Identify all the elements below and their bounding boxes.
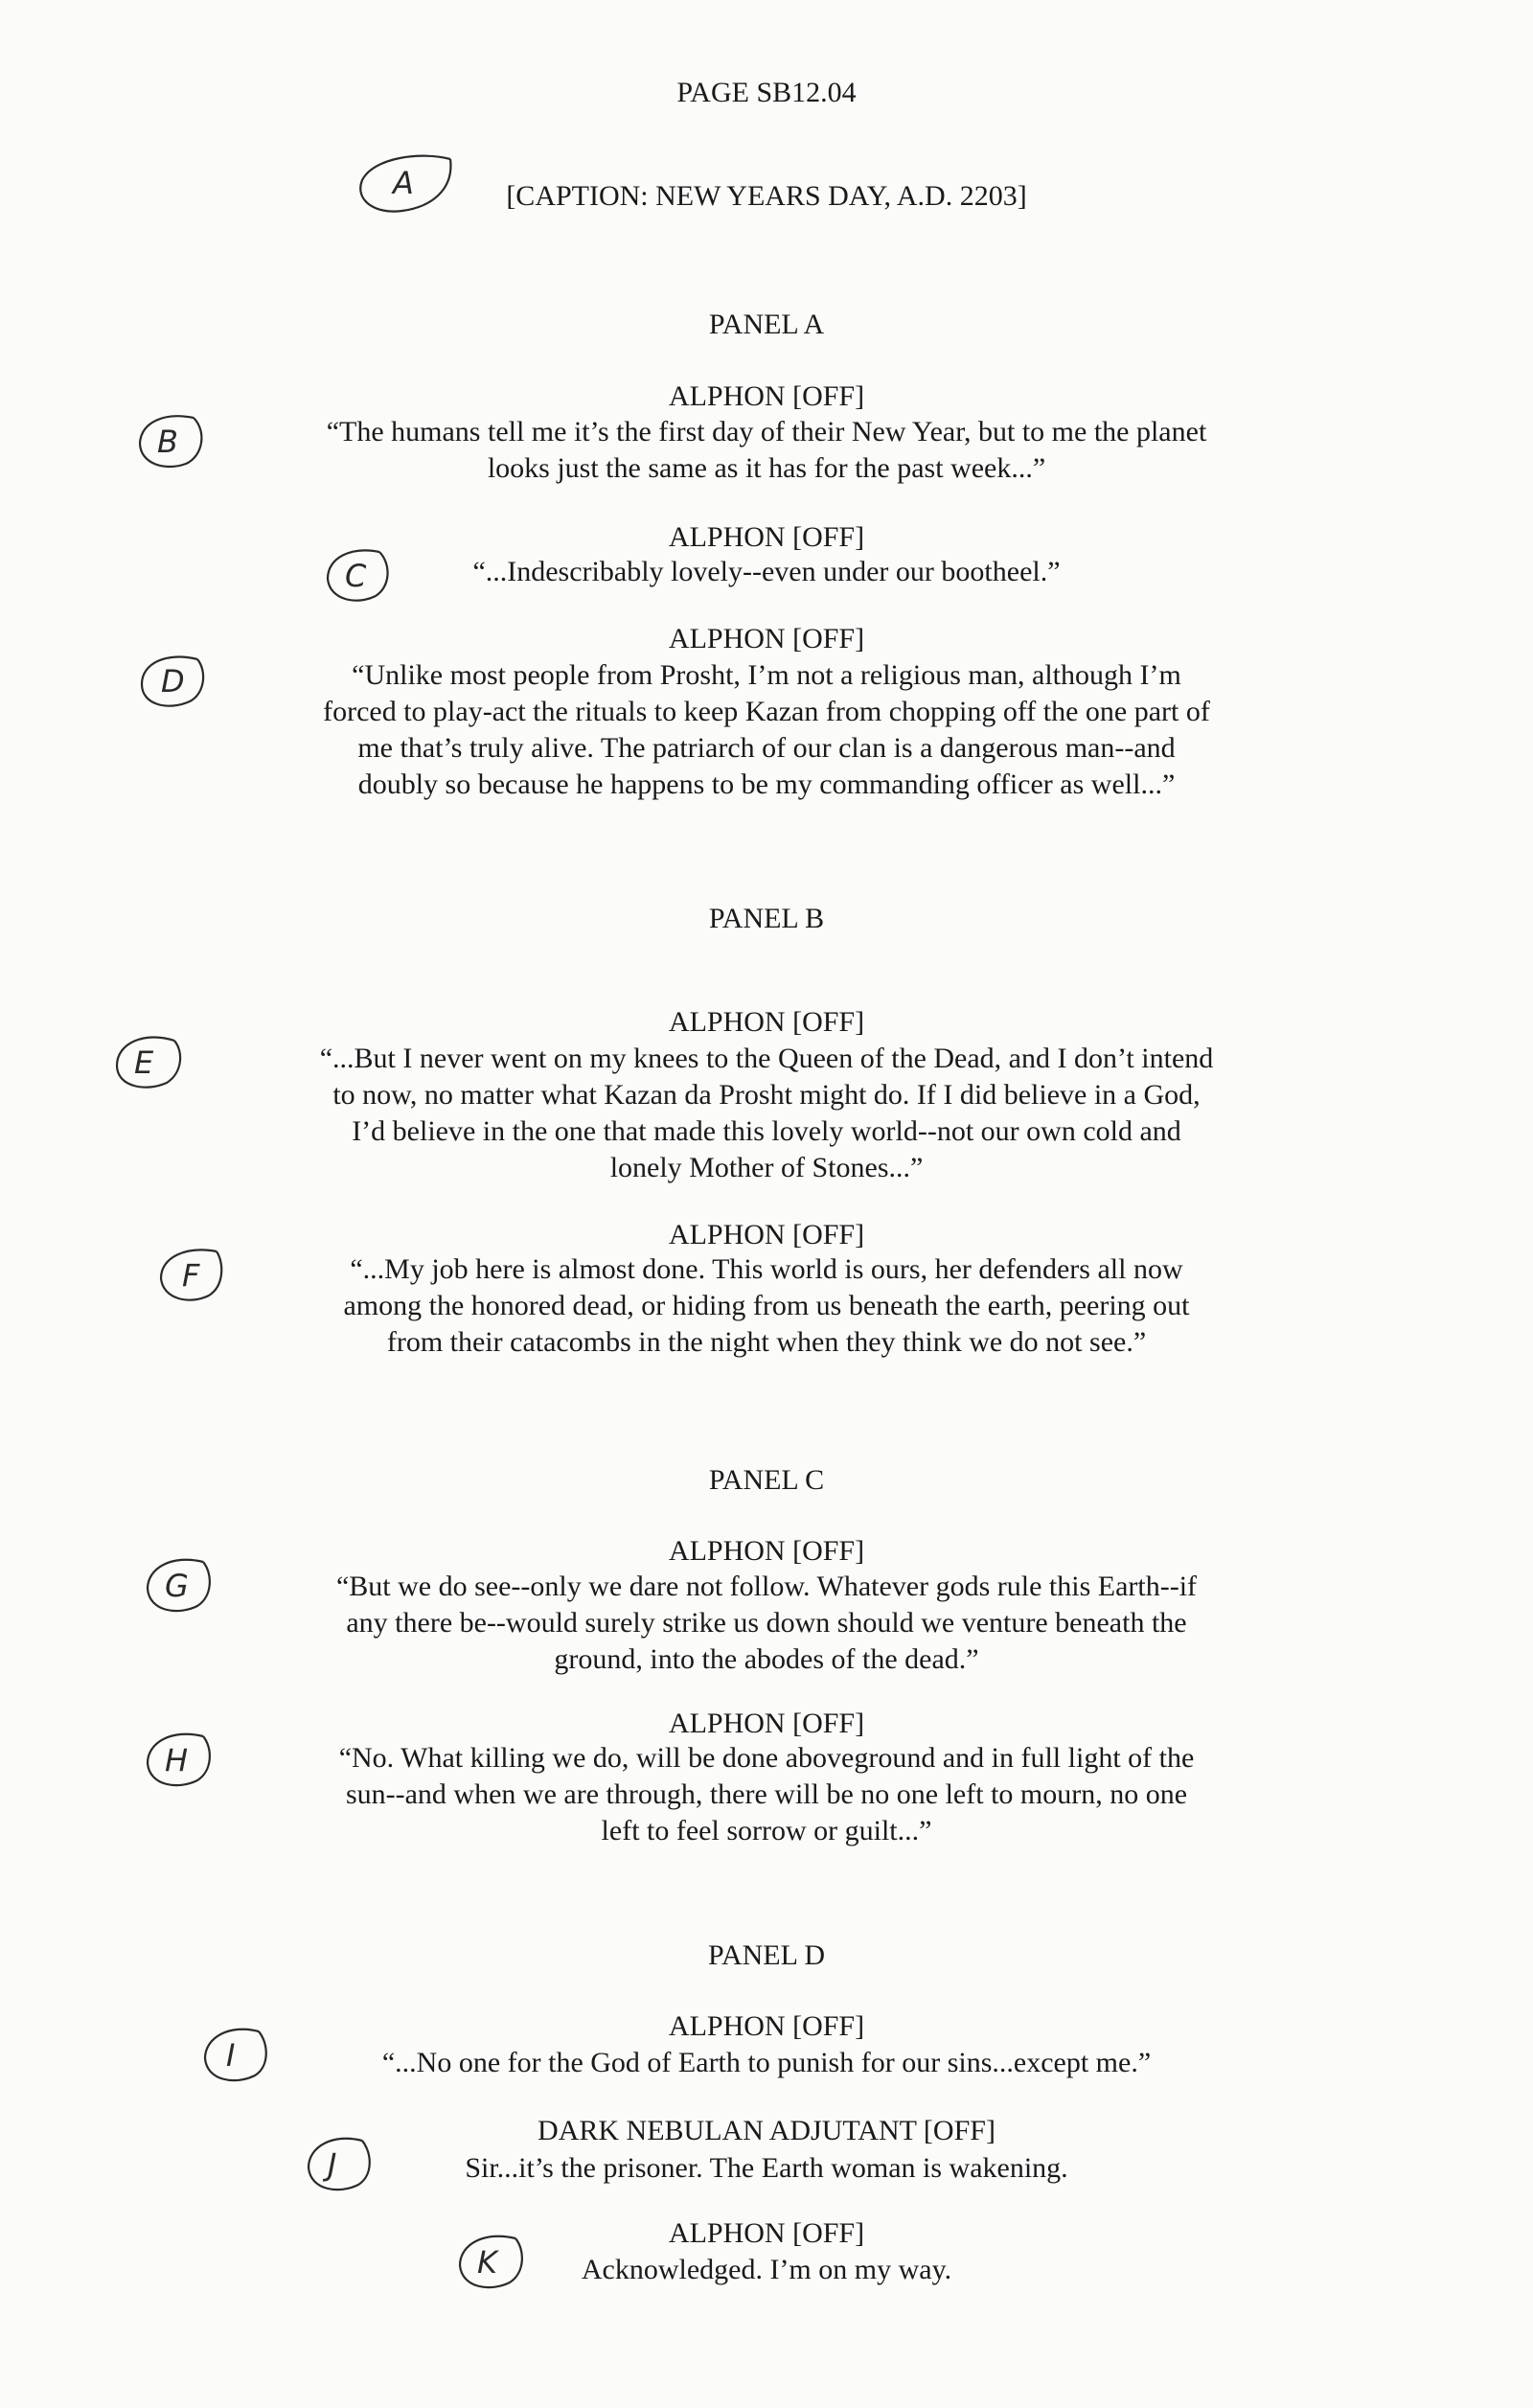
speaker-k: ALPHON [OFF]	[668, 2217, 865, 2249]
svg-text:J: J	[328, 2146, 337, 2183]
speaker-c: ALPHON [OFF]	[668, 521, 865, 553]
dialogue-c: “...Indescribably lovely--even under our bootheel.”	[472, 556, 1061, 587]
marker-g	[144, 1556, 211, 1616]
speaker-d: ALPHON [OFF]	[668, 623, 865, 654]
marker-e	[113, 1033, 180, 1092]
marker-h	[144, 1731, 211, 1790]
dialogue-h: “No. What killing we do, will be done aboveground and in full light of the sun--and when we are through, there will be no one left to mourn, no one left to feel sorrow or guilt...”	[338, 1742, 1195, 1846]
svg-text:F: F	[182, 1257, 200, 1294]
speaker-h: ALPHON [OFF]	[668, 1708, 865, 1739]
page-title: PAGE SB12.04	[676, 77, 857, 108]
svg-text:K: K	[477, 2244, 497, 2281]
panel-d-heading: PANEL D	[708, 1939, 825, 1971]
dialogue-d: “Unlike most people from Prosht, I’m not a religious man, although I’m forced to play-act the rituals to keep Kazan from chopping off the one part of me that’s truly alive. The patriarch of our clan is a dangerous man--and doubly so because he happens to be my commanding officer as well...”	[323, 659, 1210, 800]
dialogue-k: Acknowledged. I’m on my way.	[581, 2254, 952, 2285]
dialogue-e: “...But I never went on my knees to the Queen of the Dead, and I don’t intend to now, no matter what Kazan da Prosht might do. If I did believe in a God, I’d believe in the one that made this lovely world--not our own cold and lonely Mother of Stones...”	[319, 1043, 1214, 1183]
dialogue-b: “The humans tell me it’s the first day of their New Year, but to me the planet looks just the same as it has for the past week...”	[326, 416, 1207, 484]
speaker-b: ALPHON [OFF]	[668, 380, 865, 412]
svg-text:D: D	[161, 663, 185, 699]
svg-text:E: E	[134, 1044, 154, 1081]
panel-a-heading: PANEL A	[708, 309, 825, 340]
speaker-g: ALPHON [OFF]	[668, 1535, 865, 1567]
dialogue-i: “...No one for the God of Earth to punish for our sins...except me.”	[381, 2047, 1152, 2078]
speaker-f: ALPHON [OFF]	[668, 1219, 865, 1250]
svg-text:B: B	[157, 424, 178, 460]
dialogue-j: Sir...it’s the prisoner. The Earth woman is wakening.	[465, 2152, 1068, 2184]
svg-text:G: G	[165, 1568, 189, 1604]
marker-b	[136, 412, 203, 471]
speaker-e: ALPHON [OFF]	[668, 1006, 865, 1038]
marker-d	[138, 652, 205, 711]
svg-text:C: C	[345, 558, 367, 594]
speaker-j: DARK NEBULAN ADJUTANT [OFF]	[538, 2115, 995, 2146]
svg-text:A: A	[393, 165, 414, 201]
dialogue-g: “But we do see--only we dare not follow. Whatever gods rule this Earth--if any there be--would surely strike us down should we venture beneath the ground, into the abodes of the dead.”	[335, 1571, 1198, 1675]
svg-text:I: I	[226, 2037, 236, 2074]
panel-c-heading: PANEL C	[708, 1464, 825, 1496]
speaker-i: ALPHON [OFF]	[668, 2010, 865, 2042]
svg-text:H: H	[165, 1742, 189, 1778]
caption: [CAPTION: NEW YEARS DAY, A.D. 2203]	[506, 180, 1027, 212]
dialogue-f: “...My job here is almost done. This world is ours, her defenders all now among the honored dead, or hiding from us beneath the earth, peering out from their catacombs in the night when they think we do not see.”	[343, 1253, 1190, 1358]
panel-b-heading: PANEL B	[708, 903, 825, 934]
